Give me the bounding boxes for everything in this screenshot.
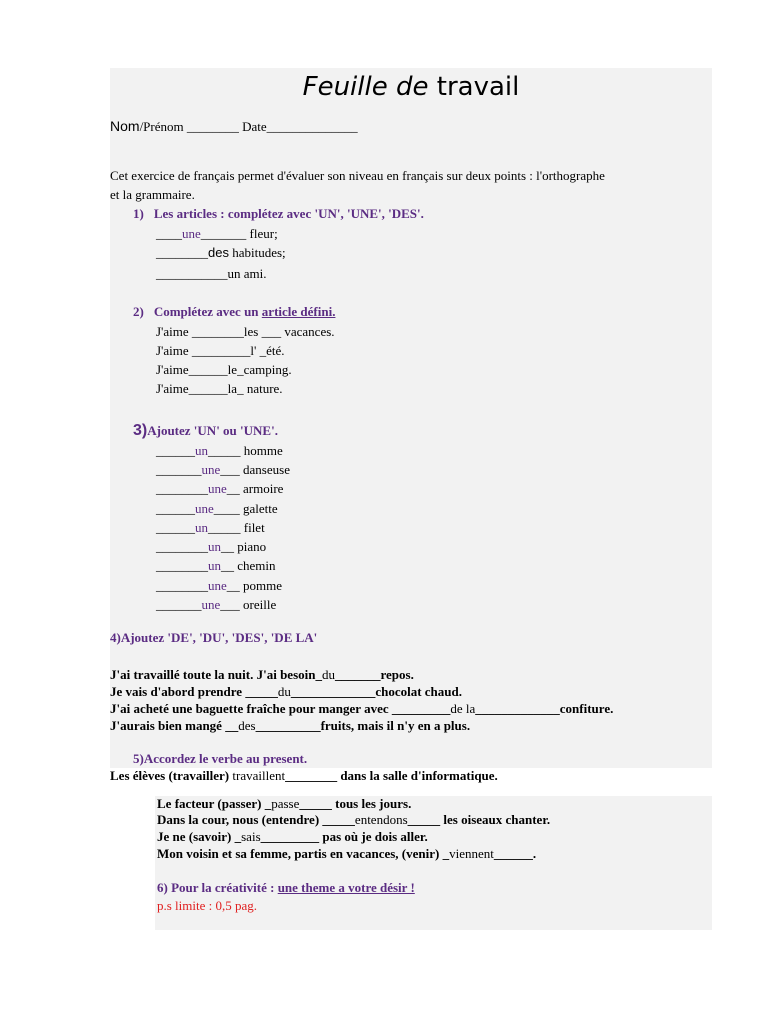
list-item: J'ai travaillé toute la nuit. J'ai besoin_du_______repos. [110, 667, 414, 682]
list-item: Je vais d'abord prendre _____du_____________chocolat chaud. [110, 684, 462, 699]
nom-label: Nom [110, 118, 140, 134]
list-item: ________un__ chemin [156, 558, 276, 573]
section5-heading: 5)Accordez le verbe au present. [133, 751, 308, 766]
list-item: J'ai acheté une baguette fraîche pour manger avec _________de la_____________confiture. [110, 701, 614, 716]
name-date-line [110, 118, 358, 135]
list-item: _______une___ danseuse [156, 462, 290, 477]
list-item: J'aime _________l' _été. [156, 343, 285, 358]
list-item: Mon voisin et sa femme, partis en vacances, (venir) _viennent______. [157, 846, 537, 861]
list-item: ________un__ piano [156, 539, 267, 554]
list-item: _______une___ oreille [156, 597, 277, 612]
section2-heading: 2) Complétez avec un article défini. [133, 304, 336, 319]
list-item: Le facteur (passer) _passe_____ tous les jours. [157, 796, 412, 811]
list-item: ________des habitudes; [156, 245, 286, 260]
list-item: ______un_____ homme [156, 443, 283, 458]
section1-heading: 1) Les articles : complétez avec 'UN', 'UNE', 'DES'. [133, 206, 424, 221]
section5-intro: Les élèves (travailler) travaillent________ dans la salle d'informatique. [110, 768, 498, 783]
prenom-date-label: /Prénom ________ Date______________ [139, 119, 358, 134]
list-item: ______un_____ filet [156, 520, 265, 535]
section6-note: p.s limite : 0,5 pag. [157, 898, 258, 913]
page-title: Feuille de travail [302, 72, 520, 102]
section6-heading: 6) Pour la créativité : une theme a votre désir ! [157, 880, 415, 895]
list-item: Je ne (savoir) _sais_________ pas où je dois aller. [157, 829, 428, 844]
list-item: J'aime______le_camping. [156, 362, 292, 377]
section4-heading: 4)Ajoutez 'DE', 'DU', 'DES', 'DE LA' [110, 630, 318, 645]
list-item: ___________un ami. [156, 266, 267, 281]
list-item: ____une_______ fleur; [156, 226, 278, 241]
list-item: ______une____ galette [156, 501, 278, 516]
list-item: ________une__ armoire [156, 481, 284, 496]
list-item: J'aurais bien mangé __des__________fruits, mais il n'y en a plus. [110, 718, 471, 733]
list-item: J'aime ________les ___ vacances. [156, 324, 335, 339]
list-item: J'aime______la_ nature. [156, 381, 283, 396]
intro-line-1: Cet exercice de français permet d'évaluer son niveau en français sur deux points : l'orthographe [110, 168, 605, 183]
intro-line-2: et la grammaire. [110, 187, 195, 202]
list-item: Dans la cour, nous (entendre) _____entendons_____ les oiseaux chanter. [157, 812, 551, 827]
section3-heading: 3)Ajoutez 'UN' ou 'UNE'. [133, 422, 278, 439]
list-item: ________une__ pomme [156, 578, 283, 593]
